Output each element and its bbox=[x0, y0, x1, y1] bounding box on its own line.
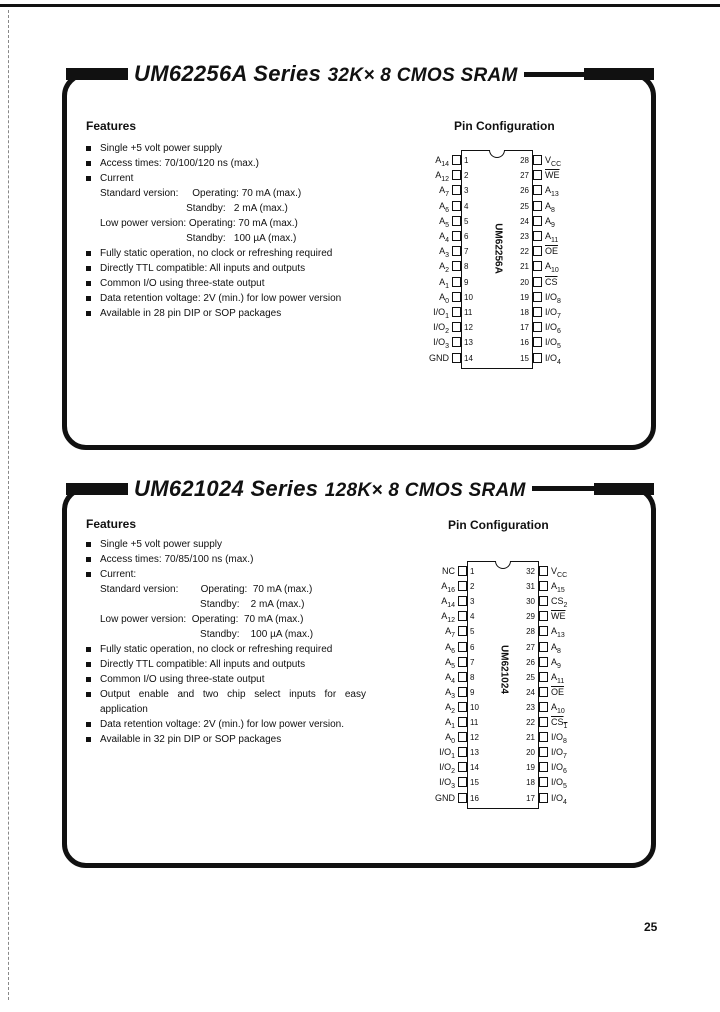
pin-config-heading: Pin Configuration bbox=[448, 518, 549, 532]
bullet-icon bbox=[86, 146, 91, 151]
feature-text: Fully static operation, no clock or refreshing required bbox=[100, 248, 333, 259]
pin-11 bbox=[452, 307, 461, 317]
pin-number: 5 bbox=[470, 627, 475, 637]
feature-text: Directly TTL compatible: All inputs and outputs bbox=[100, 659, 306, 670]
pin-name: NC bbox=[442, 566, 455, 576]
pin-26 bbox=[533, 185, 542, 195]
pin-4 bbox=[452, 201, 461, 211]
pin-name: $\overline{WE}$ bbox=[545, 170, 560, 181]
pin-12 bbox=[458, 732, 467, 742]
pin-name: $I/O_8$ bbox=[545, 291, 561, 305]
pin-name: $A_{14}$ bbox=[441, 596, 455, 609]
feature-item bbox=[86, 246, 341, 261]
pin-number: 11 bbox=[470, 718, 479, 727]
pin-5 bbox=[452, 216, 461, 226]
title-rule-left bbox=[66, 68, 130, 80]
features-list bbox=[86, 141, 341, 321]
features-heading: Features bbox=[86, 517, 137, 531]
pin-28 bbox=[539, 626, 548, 636]
feature-item bbox=[86, 171, 341, 186]
pin-name: $A_7$ bbox=[445, 626, 455, 640]
pin-29 bbox=[539, 611, 548, 621]
pin-23 bbox=[539, 702, 548, 712]
pin-number: 32 bbox=[526, 567, 535, 576]
pin-18 bbox=[539, 777, 548, 787]
pin-17 bbox=[533, 322, 542, 332]
pin-number: 22 bbox=[520, 247, 529, 257]
feature-item bbox=[86, 717, 366, 732]
pin-12 bbox=[452, 322, 461, 332]
feature-text: Standby: 100 µA (max.) bbox=[100, 629, 314, 640]
pin-number: 4 bbox=[464, 201, 469, 211]
pin-number: 16 bbox=[470, 793, 479, 803]
bullet-icon bbox=[86, 647, 91, 652]
pin-number: 26 bbox=[526, 657, 535, 667]
feature-item bbox=[86, 687, 366, 717]
pin-9 bbox=[452, 277, 461, 287]
bullet-icon bbox=[86, 281, 91, 286]
pin-name: $A_5$ bbox=[439, 215, 449, 229]
um62256a-title-bar bbox=[0, 59, 720, 89]
feature-text: Standby: 2 mA (max.) bbox=[100, 599, 305, 610]
feature-text: Standard version: Operating: 70 mA (max.) bbox=[100, 188, 302, 199]
title-part-number: UM62256A Series bbox=[134, 61, 322, 86]
feature-item bbox=[86, 201, 341, 216]
pin-name: $I/O_1$ bbox=[439, 747, 455, 760]
pin-5 bbox=[458, 626, 467, 636]
pin-19 bbox=[533, 292, 542, 302]
page-scan-edge bbox=[8, 10, 9, 1000]
pin-8 bbox=[458, 672, 467, 682]
feature-text: Common I/O using three-state output bbox=[100, 674, 265, 685]
page-number: 25 bbox=[644, 920, 658, 934]
pin-name: $\overline{WE}$ bbox=[551, 611, 566, 622]
bullet-icon bbox=[86, 251, 91, 256]
bullet-icon bbox=[86, 176, 91, 181]
feature-text: Output enable and two chip select inputs for easy application bbox=[100, 689, 366, 715]
pin-number: 12 bbox=[470, 733, 479, 743]
feature-text: Standby: 100 µA (max.) bbox=[100, 233, 297, 244]
pin-15 bbox=[458, 777, 467, 787]
pin-name: $A_4$ bbox=[445, 671, 455, 685]
pin-number: 1 bbox=[470, 567, 475, 576]
feature-item bbox=[86, 261, 341, 276]
bullet-icon bbox=[86, 722, 91, 727]
pin-number: 13 bbox=[470, 748, 479, 758]
pin-25 bbox=[539, 672, 548, 682]
pin-number: 7 bbox=[464, 247, 469, 257]
pin-27 bbox=[533, 170, 542, 180]
feature-item bbox=[86, 582, 366, 597]
feature-text: Low power version: Operating: 70 mA (max.) bbox=[100, 614, 304, 625]
bullet-icon bbox=[86, 161, 91, 166]
feature-item bbox=[86, 156, 341, 171]
pin-7 bbox=[458, 657, 467, 667]
feature-text: Fully static operation, no clock or refreshing required bbox=[100, 644, 333, 655]
pin-17 bbox=[539, 793, 548, 803]
pin-number: 8 bbox=[464, 262, 469, 272]
pin-28 bbox=[533, 155, 542, 165]
pin-name: $A_{11}$ bbox=[551, 671, 565, 685]
feature-item bbox=[86, 537, 366, 552]
pin-number: 23 bbox=[526, 702, 535, 712]
pin-name: $A_3$ bbox=[445, 686, 455, 700]
pin-number: 10 bbox=[470, 702, 479, 712]
pin-number: 27 bbox=[526, 642, 535, 652]
feature-item bbox=[86, 186, 341, 201]
pin-name: $A_2$ bbox=[439, 261, 449, 275]
pin-24 bbox=[539, 687, 548, 697]
pin-7 bbox=[452, 246, 461, 256]
feature-item bbox=[86, 552, 366, 567]
pin-number: 26 bbox=[520, 186, 529, 196]
pin-name: $A_9$ bbox=[545, 215, 555, 229]
feature-item bbox=[86, 231, 341, 246]
pin-name: $A_9$ bbox=[551, 656, 561, 670]
pin-name: $A_{13}$ bbox=[545, 185, 559, 199]
feature-item bbox=[86, 642, 366, 657]
pin-name: $A_1$ bbox=[445, 717, 455, 730]
pin-name: $A_6$ bbox=[445, 641, 455, 655]
feature-text: Available in 32 pin DIP or SOP packages bbox=[100, 734, 282, 745]
pin-number: 17 bbox=[520, 323, 529, 333]
pin-number: 30 bbox=[526, 597, 535, 607]
pin-25 bbox=[533, 201, 542, 211]
pin-20 bbox=[533, 277, 542, 287]
feature-text: Data retention voltage: 2V (min.) for low power version bbox=[100, 293, 342, 304]
feature-text: Available in 28 pin DIP or SOP packages bbox=[100, 308, 282, 319]
pin-number: 18 bbox=[520, 308, 529, 317]
pin-name: $I/O_1$ bbox=[433, 307, 449, 320]
feature-text: Directly TTL compatible: All inputs and outputs bbox=[100, 263, 306, 274]
pin-10 bbox=[458, 702, 467, 712]
bullet-icon bbox=[86, 662, 91, 667]
pin-number: 21 bbox=[526, 733, 535, 743]
pin-name: $A_{16}$ bbox=[441, 581, 455, 594]
feature-item bbox=[86, 672, 366, 687]
pin-name: $V_{CC}$ bbox=[551, 566, 568, 579]
page-top-rule bbox=[0, 4, 720, 7]
pin-name: $CS_1$ bbox=[551, 717, 568, 730]
bullet-icon bbox=[86, 677, 91, 682]
pin-name: $A_8$ bbox=[545, 200, 555, 214]
pin-1 bbox=[458, 566, 467, 576]
feature-text: Access times: 70/85/100 ns (max.) bbox=[100, 554, 254, 565]
pin-13 bbox=[452, 337, 461, 347]
title-description: 32K× 8 CMOS SRAM bbox=[327, 65, 518, 86]
feature-item bbox=[86, 306, 341, 321]
feature-text: Low power version: Operating: 70 mA (max.) bbox=[100, 218, 298, 229]
feature-item bbox=[86, 216, 341, 231]
pin-name: $V_{CC}$ bbox=[545, 155, 562, 168]
pin-name: $\overline{CS}$ bbox=[545, 276, 558, 287]
pin-32 bbox=[539, 566, 548, 576]
pin-number: 13 bbox=[464, 338, 473, 348]
feature-item bbox=[86, 612, 366, 627]
pin-3 bbox=[452, 185, 461, 195]
pin-number: 24 bbox=[526, 687, 535, 697]
pin-number: 28 bbox=[526, 627, 535, 637]
pin-number: 4 bbox=[470, 612, 475, 622]
features-list bbox=[86, 537, 366, 747]
feature-item bbox=[86, 291, 341, 306]
pin-name: $A_5$ bbox=[445, 656, 455, 670]
pin-name: $A_0$ bbox=[439, 291, 449, 305]
feature-text: Current bbox=[100, 173, 134, 184]
pin-name: $\overline{OE}$ bbox=[545, 246, 559, 257]
pin-number: 22 bbox=[526, 718, 535, 727]
um621024-title-bar bbox=[0, 474, 720, 504]
pin-number: 18 bbox=[526, 778, 535, 788]
pin-number: 12 bbox=[464, 323, 473, 333]
pin-name: $I/O_2$ bbox=[439, 762, 455, 776]
pin-number: 2 bbox=[464, 171, 469, 181]
feature-item bbox=[86, 276, 341, 291]
pin-number: 5 bbox=[464, 216, 469, 226]
pin-14 bbox=[458, 762, 467, 772]
pin-number: 1 bbox=[464, 156, 469, 165]
pin-number: 28 bbox=[520, 156, 529, 165]
pin-number: 6 bbox=[470, 642, 475, 652]
pin-2 bbox=[452, 170, 461, 180]
pin-name: $A_{12}$ bbox=[441, 611, 455, 625]
pin-name: $A_{10}$ bbox=[545, 261, 559, 275]
pin-name: $I/O_3$ bbox=[433, 337, 449, 351]
pin-10 bbox=[452, 292, 461, 302]
chip-notch-icon bbox=[495, 561, 511, 569]
pin-number: 21 bbox=[520, 262, 529, 272]
pin-name: $I/O_4$ bbox=[545, 352, 561, 366]
pin-number: 24 bbox=[520, 216, 529, 226]
pin-3 bbox=[458, 596, 467, 606]
pin-number: 2 bbox=[470, 582, 475, 592]
pin-name: $I/O_8$ bbox=[551, 732, 567, 745]
chip-part-label: UM62256A bbox=[492, 223, 504, 274]
pin-18 bbox=[533, 307, 542, 317]
pin-9 bbox=[458, 687, 467, 697]
pin-number: 6 bbox=[464, 232, 469, 241]
pin-name: $A_8$ bbox=[551, 641, 561, 655]
pin-name: $I/O_6$ bbox=[551, 762, 567, 776]
pin-number: 7 bbox=[470, 657, 475, 667]
pin-name: $A_2$ bbox=[445, 701, 455, 715]
pin-1 bbox=[452, 155, 461, 165]
pin-13 bbox=[458, 747, 467, 757]
pin-number: 31 bbox=[526, 582, 535, 592]
title-rule-right bbox=[594, 483, 654, 495]
feature-item bbox=[86, 141, 341, 156]
pin-number: 23 bbox=[520, 232, 529, 241]
pin-number: 15 bbox=[520, 353, 529, 363]
pin-number: 19 bbox=[520, 292, 529, 302]
feature-text: Access times: 70/100/120 ns (max.) bbox=[100, 158, 259, 169]
bullet-icon bbox=[86, 296, 91, 301]
chip-notch-icon bbox=[489, 150, 505, 158]
title-rule-left bbox=[66, 483, 132, 495]
feature-item bbox=[86, 567, 366, 582]
pin-19 bbox=[539, 762, 548, 772]
pin-number: 3 bbox=[470, 597, 475, 607]
pin-22 bbox=[539, 717, 548, 727]
pin-number: 25 bbox=[526, 672, 535, 682]
pin-name: GND bbox=[429, 352, 449, 363]
pin-name: $A_1$ bbox=[439, 276, 449, 290]
bullet-icon bbox=[86, 692, 91, 697]
title-part-number: UM621024 Series bbox=[134, 476, 319, 501]
pin-24 bbox=[533, 216, 542, 226]
bullet-icon bbox=[86, 572, 91, 577]
feature-item bbox=[86, 732, 366, 747]
pin-name: $A_{11}$ bbox=[545, 231, 559, 244]
pin-config-heading: Pin Configuration bbox=[454, 119, 555, 133]
bullet-icon bbox=[86, 266, 91, 271]
pin-number: 17 bbox=[526, 793, 535, 803]
pin-number: 3 bbox=[464, 186, 469, 196]
pin-number: 29 bbox=[526, 612, 535, 622]
pin-number: 20 bbox=[520, 277, 529, 287]
pin-name: $A_7$ bbox=[439, 185, 449, 199]
pin-name: $A_4$ bbox=[439, 231, 449, 244]
pin-6 bbox=[458, 642, 467, 652]
pin-16 bbox=[458, 793, 467, 803]
pin-number: 9 bbox=[470, 687, 475, 697]
pin-11 bbox=[458, 717, 467, 727]
um621024-title bbox=[128, 474, 532, 506]
pin-31 bbox=[539, 581, 548, 591]
feature-text: Single +5 volt power supply bbox=[100, 143, 223, 154]
pin-name: $A_{14}$ bbox=[435, 155, 449, 168]
feature-text: Standard version: Operating: 70 mA (max.) bbox=[100, 584, 313, 595]
pin-4 bbox=[458, 611, 467, 621]
feature-text: Data retention voltage: 2V (min.) for low power version. bbox=[100, 719, 344, 730]
pin-20 bbox=[539, 747, 548, 757]
pin-number: 16 bbox=[520, 338, 529, 348]
pin-name: $\overline{OE}$ bbox=[551, 686, 565, 697]
pin-number: 11 bbox=[464, 308, 473, 317]
chip-part-label: UM621024 bbox=[498, 645, 510, 694]
pin-21 bbox=[533, 261, 542, 271]
feature-text: Standby: 2 mA (max.) bbox=[100, 203, 288, 214]
pin-name: $I/O_6$ bbox=[545, 322, 561, 335]
feature-item bbox=[86, 597, 366, 612]
pin-name: $I/O_3$ bbox=[439, 777, 455, 791]
bullet-icon bbox=[86, 311, 91, 316]
pin-14 bbox=[452, 353, 461, 363]
feature-item bbox=[86, 657, 366, 672]
pin-26 bbox=[539, 657, 548, 667]
pin-23 bbox=[533, 231, 542, 241]
pin-16 bbox=[533, 337, 542, 347]
pin-number: 27 bbox=[520, 171, 529, 181]
pin-number: 8 bbox=[470, 672, 475, 682]
um62256a-title bbox=[128, 59, 524, 91]
pin-name: $I/O_5$ bbox=[545, 337, 561, 351]
feature-text: Common I/O using three-state output bbox=[100, 278, 265, 289]
pin-name: $I/O_7$ bbox=[551, 747, 567, 760]
pin-name: $I/O_4$ bbox=[551, 792, 567, 806]
pin-6 bbox=[452, 231, 461, 241]
pin-number: 14 bbox=[470, 763, 479, 773]
pin-number: 10 bbox=[464, 292, 473, 302]
pin-name: $A_{10}$ bbox=[551, 701, 565, 715]
pin-name: $CS_2$ bbox=[551, 596, 568, 609]
pin-8 bbox=[452, 261, 461, 271]
pin-name: $I/O_2$ bbox=[433, 322, 449, 335]
pin-name: GND bbox=[435, 792, 455, 803]
pin-number: 15 bbox=[470, 778, 479, 788]
pin-27 bbox=[539, 642, 548, 652]
bullet-icon bbox=[86, 557, 91, 562]
pin-name: $A_6$ bbox=[439, 200, 449, 214]
pin-number: 25 bbox=[520, 201, 529, 211]
pin-number: 19 bbox=[526, 763, 535, 773]
pin-22 bbox=[533, 246, 542, 256]
pin-name: $I/O_5$ bbox=[551, 777, 567, 791]
pin-name: $A_3$ bbox=[439, 246, 449, 259]
feature-item bbox=[86, 627, 366, 642]
feature-text: Current: bbox=[100, 569, 137, 580]
pin-number: 20 bbox=[526, 748, 535, 758]
pin-30 bbox=[539, 596, 548, 606]
pin-name: $I/O_7$ bbox=[545, 307, 561, 320]
pin-2 bbox=[458, 581, 467, 591]
pin-name: $A_{12}$ bbox=[435, 170, 449, 183]
pin-name: $A_0$ bbox=[445, 732, 455, 745]
bullet-icon bbox=[86, 737, 91, 742]
pin-number: 14 bbox=[464, 353, 473, 363]
feature-text: Single +5 volt power supply bbox=[100, 539, 223, 550]
pin-15 bbox=[533, 353, 542, 363]
bullet-icon bbox=[86, 542, 91, 547]
title-description: 128K× 8 CMOS SRAM bbox=[324, 480, 526, 501]
title-rule-right bbox=[584, 68, 654, 80]
pin-21 bbox=[539, 732, 548, 742]
pin-name: $A_{13}$ bbox=[551, 626, 565, 640]
pin-number: 9 bbox=[464, 277, 469, 287]
pin-name: $A_{15}$ bbox=[551, 581, 565, 594]
features-heading: Features bbox=[86, 119, 137, 133]
